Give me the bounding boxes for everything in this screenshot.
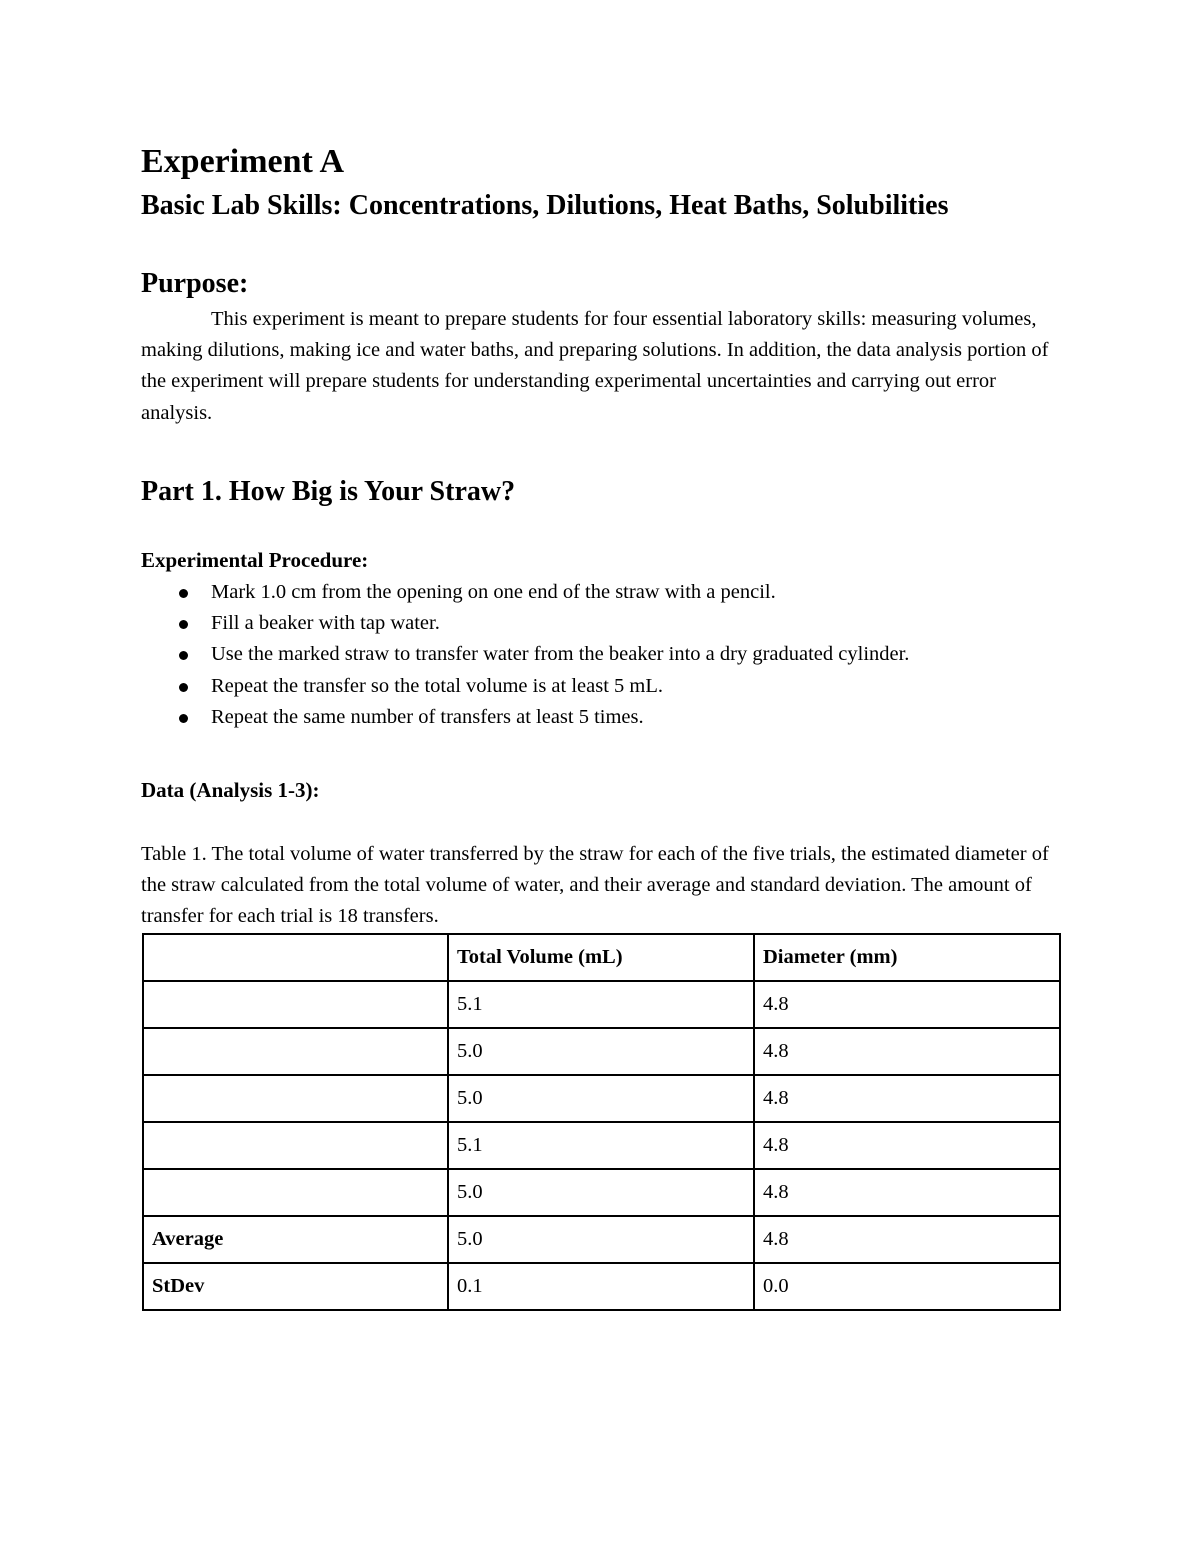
table-cell: 4.8: [754, 1122, 1060, 1169]
procedure-step: Mark 1.0 cm from the opening on one end of the straw with a pencil.: [211, 581, 776, 603]
bullet-icon: [179, 714, 188, 723]
list-item: [141, 671, 909, 702]
procedure-step: Fill a beaker with tap water.: [211, 612, 440, 635]
procedure-step: Use the marked straw to transfer water from the beaker into a dry graduated cylinder.: [211, 643, 910, 666]
table-row: [143, 1263, 1060, 1310]
table-cell: 4.8: [754, 1028, 1060, 1075]
table-cell: 5.0: [448, 1075, 754, 1122]
table-cell: 5.0: [448, 1169, 754, 1216]
table-row: [143, 1216, 1060, 1263]
document-subtitle: Basic Lab Skills: Concentrations, Dilutions, Heat Baths, Solubilities: [141, 190, 949, 221]
bullet-icon: [179, 651, 188, 660]
table-cell: [143, 981, 448, 1028]
bullet-icon: [179, 589, 188, 598]
purpose-heading: Purpose:: [141, 268, 249, 299]
table-cell: 0.1: [448, 1263, 754, 1310]
list-item: [141, 577, 909, 608]
table-cell: 5.0: [448, 1028, 754, 1075]
table-row: [143, 1122, 1060, 1169]
table-caption: Table 1. The total volume of water transferred by the straw for each of the five trials, the estimated diameter of the straw calculated from the total volume of water, and their average and standard deviation. The amount of transfer for each trial is 18 transfers.: [141, 843, 1049, 928]
table-row: [143, 981, 1060, 1028]
data-table: [142, 933, 1061, 1311]
table-row: [143, 1028, 1060, 1075]
purpose-text: This experiment is meant to prepare students for four essential laboratory skills: measuring volumes, making dilutions, making ice and water baths, and preparing solutions. In addition, the data analysis portion of the experiment will prepare students for understanding experimental uncertainties and carrying out error analysis.: [141, 308, 1049, 424]
part1-heading: Part 1. How Big is Your Straw?: [141, 476, 516, 507]
table-cell: 4.8: [754, 1169, 1060, 1216]
procedure-step: Repeat the same number of transfers at least 5 times.: [211, 705, 644, 728]
table-cell: 5.1: [448, 1122, 754, 1169]
table-cell: 0.0: [754, 1263, 1060, 1310]
table-cell: 4.8: [754, 1216, 1060, 1263]
procedure-step: Repeat the transfer so the total volume is at least 5 mL.: [211, 674, 664, 697]
list-item: [141, 639, 909, 670]
data-heading: Data (Analysis 1-3):: [141, 778, 320, 802]
table-header-row: [143, 934, 1060, 981]
table-header-cell: Total Volume (mL): [448, 934, 754, 981]
document-page: [141, 140, 1061, 1297]
table-row: [143, 1075, 1060, 1122]
list-item: [141, 702, 909, 733]
document-title: Experiment A: [141, 143, 345, 180]
procedure-heading: Experimental Procedure:: [141, 548, 369, 572]
bullet-icon: [179, 683, 188, 692]
table-cell: [143, 1075, 448, 1122]
stdev-label: StDev: [143, 1263, 448, 1310]
table-cell: [143, 1169, 448, 1216]
table-cell: [143, 1122, 448, 1169]
procedure-list: [141, 577, 909, 733]
table-header-cell: [143, 934, 448, 981]
table-header-cell: Diameter (mm): [754, 934, 1060, 981]
table-cell: 4.8: [754, 1075, 1060, 1122]
bullet-icon: [179, 620, 188, 629]
table-cell: [143, 1028, 448, 1075]
table-cell: 5.0: [448, 1216, 754, 1263]
table-cell: 5.1: [448, 981, 754, 1028]
table-row: [143, 1169, 1060, 1216]
average-label: Average: [143, 1216, 448, 1263]
list-item: [141, 608, 909, 639]
table-cell: 4.8: [754, 981, 1060, 1028]
